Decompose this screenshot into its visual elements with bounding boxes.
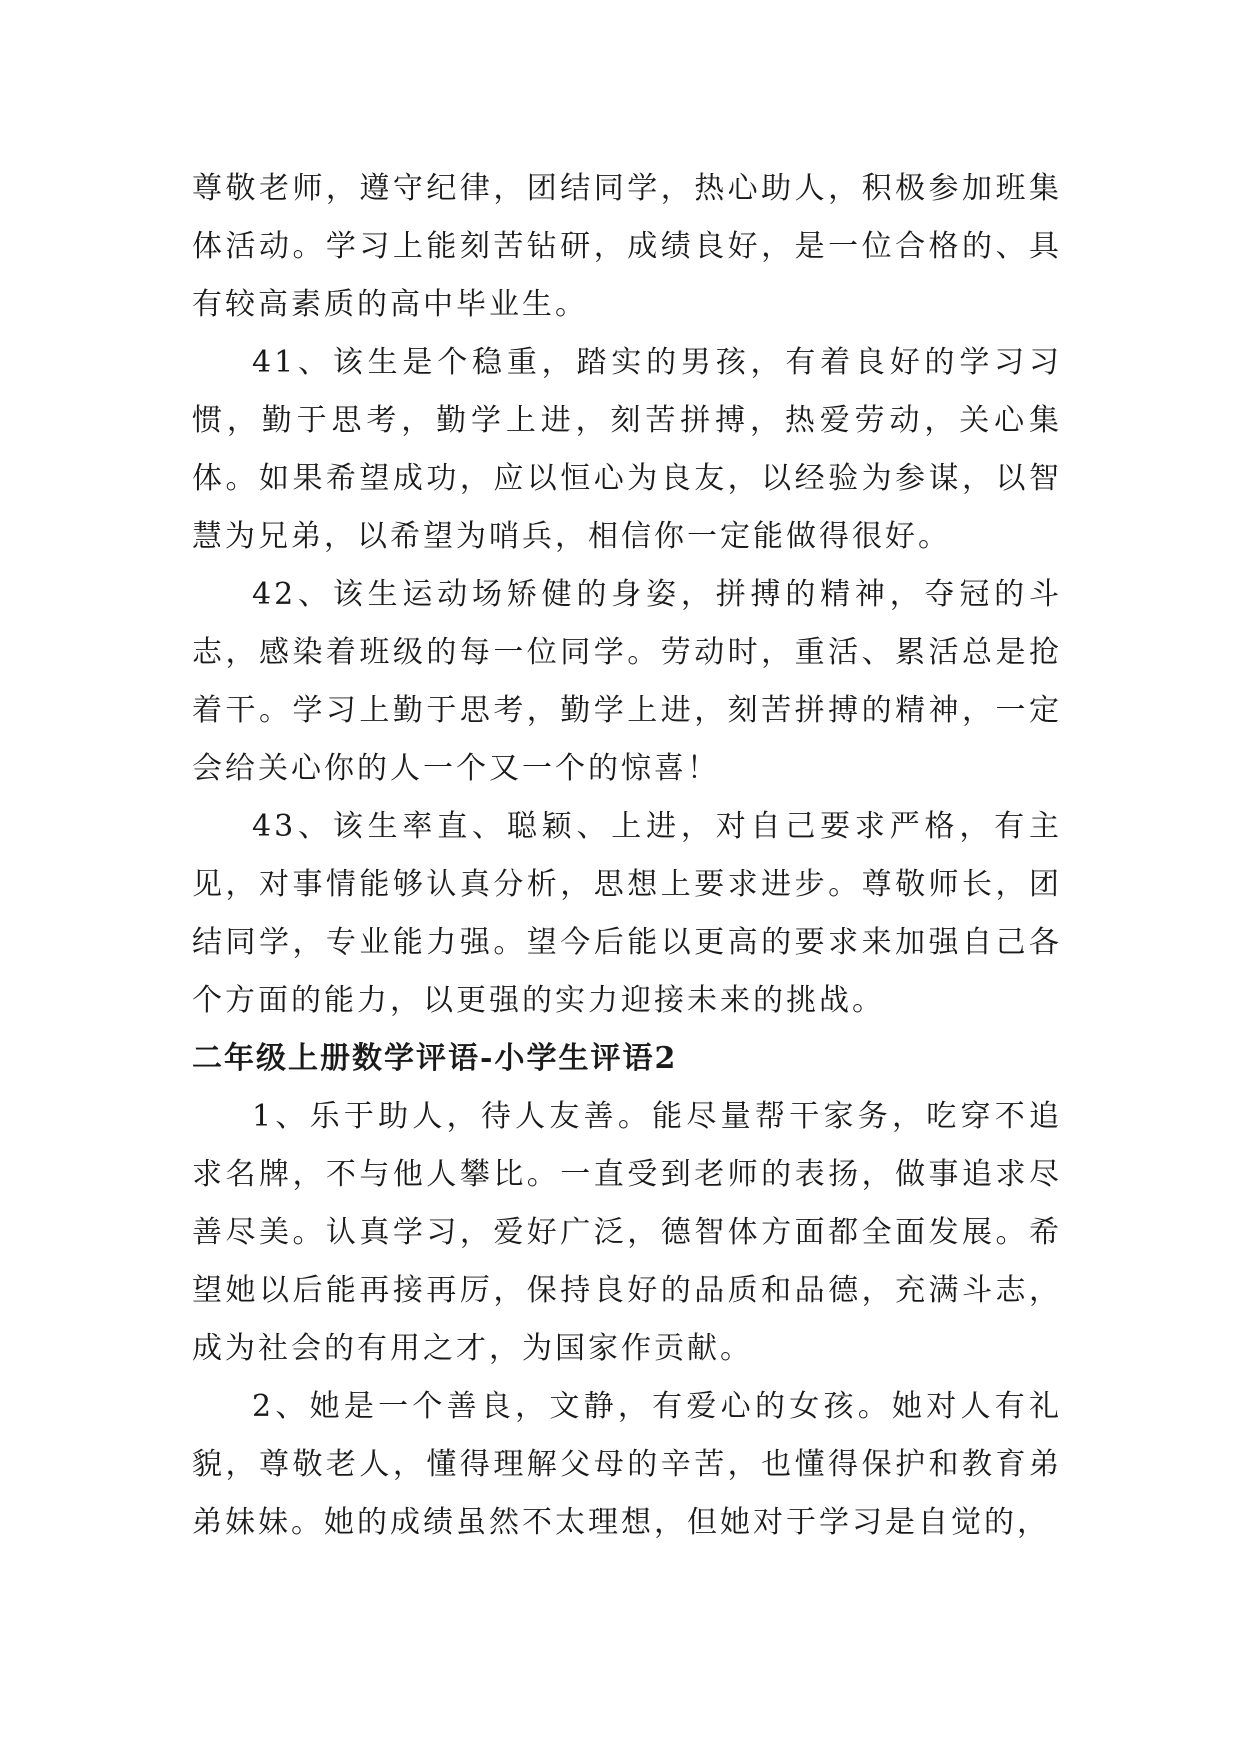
document-body: [192, 160, 1062, 1552]
paragraph-item-1: 1、乐于助人，待人友善。能尽量帮干家务，吃穿不追求名牌，不与他人攀比。一直受到老师的表扬，做事追求尽善尽美。认真学习，爱好广泛，德智体方面都全面发展。希望她以后能再接再厉，保持良好的品质和品德，充满斗志，成为社会的有用之才，为国家作贡献。: [192, 1099, 1062, 1366]
section-title: 二年级上册数学评语-小学生评语2: [192, 1041, 678, 1076]
paragraph-item-41: 41、该生是个稳重，踏实的男孩，有着良好的学习习惯，勤于思考，勤学上进，刻苦拼搏，热爱劳动，关心集体。如果希望成功，应以恒心为良友，以经验为参谋，以智慧为兄弟，以希望为哨兵，相信你一定能做得很好。: [192, 345, 1062, 554]
paragraph-item-43: 43、该生率直、聪颖、上进，对自己要求严格，有主见，对事情能够认真分析，思想上要求进步。尊敬师长，团结同学，专业能力强。望今后能以更高的要求来加强自己各个方面的能力，以更强的实力迎接未来的挑战。: [192, 809, 1062, 1018]
paragraph-item-42: 42、该生运动场矫健的身姿，拼搏的精神，夺冠的斗志，感染着班级的每一位同学。劳动时，重活、累活总是抢着干。学习上勤于思考，勤学上进，刻苦拼搏的精神，一定会给关心你的人一个又一个的惊喜！: [192, 577, 1062, 786]
paragraph-continuation: 尊敬老师，遵守纪律，团结同学，热心助人，积极参加班集体活动。学习上能刻苦钻研，成绩良好，是一位合格的、具有较高素质的高中毕业生。: [192, 171, 1062, 322]
paragraph-item-2: 2、她是一个善良，文静，有爱心的女孩。她对人有礼貌，尊敬老人，懂得理解父母的辛苦，也懂得保护和教育弟弟妹妹。她的成绩虽然不太理想，但她对于学习是自觉的，: [192, 1389, 1062, 1540]
